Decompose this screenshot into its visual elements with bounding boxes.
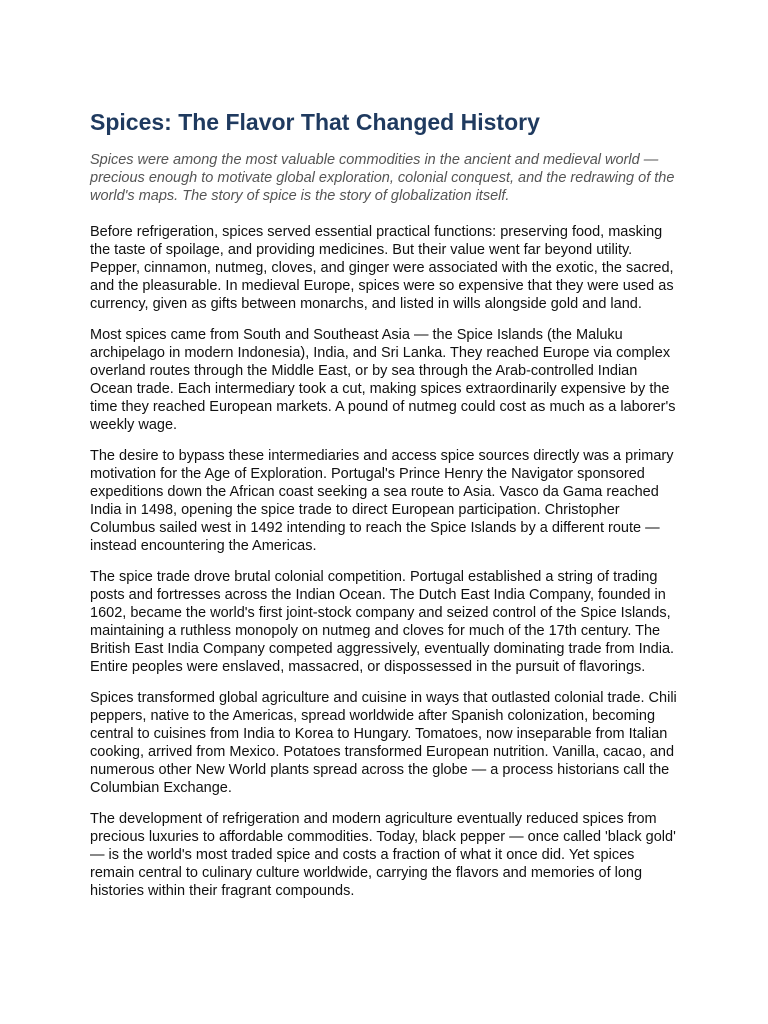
- document-page: [90, 106, 680, 913]
- paragraph-modern-era: The development of refrigeration and modern agriculture eventually reduced spices from precious luxuries to affordable commodities. Today, black pepper — once called 'black gold' — is the world's most traded spice and costs a fraction of what it once did. Yet spices remain central to culinary culture worldwide, carrying the flavors and memories of long histories within their fragrant compounds.: [90, 811, 676, 899]
- page-title: Spices: The Flavor That Changed History: [90, 109, 540, 135]
- paragraph-colonial-competition: The spice trade drove brutal colonial competition. Portugal established a string of trading posts and fortresses across the Indian Ocean. The Dutch East India Company, founded in 1602, became the world's first joint-stock company and seized control of the Spice Islands, maintaining a ruthless monopoly on nutmeg and cloves for much of the 17th century. The British East India Company competed aggressively, eventually dominating trade from India. Entire peoples were enslaved, massacred, or dispossessed in the pursuit of flavorings.: [90, 569, 675, 675]
- paragraph-exploration: The desire to bypass these intermediaries and access spice sources directly was a primary motivation for the Age of Exploration. Portugal's Prince Henry the Navigator sponsored expeditions down the African coast seeking a sea route to Asia. Vasco da Gama reached India in 1498, opening the spice trade to direct European participation. Christopher Columbus sailed west in 1492 intending to reach the Spice Islands by a different route — instead encountering the Americas.: [90, 448, 674, 554]
- article-subtitle: Spices were among the most valuable commodities in the ancient and medieval world — precious enough to motivate global exploration, colonial conquest, and the redrawing of the world's maps. The story of spice is the story of globalization itself.: [90, 152, 675, 204]
- paragraph-refrigeration: Before refrigeration, spices served essential practical functions: preserving food, masking the taste of spoilage, and providing medicines. But their value went far beyond utility. Pepper, cinnamon, nutmeg, cloves, and ginger were associated with the exotic, the sacred, and the pleasurable. In medieval Europe, spices were so expensive that they were used as currency, given as gifts between monarchs, and listed in wills alongside gold and land.: [90, 224, 674, 312]
- paragraph-origins: Most spices came from South and Southeast Asia — the Spice Islands (the Maluku archipelago in modern Indonesia), India, and Sri Lanka. They reached Europe via complex overland routes through the Middle East, or by sea through the Arab-controlled Indian Ocean trade. Each intermediary took a cut, making spices extraordinarily expensive by the time they reached European markets. A pound of nutmeg could cost as much as a laborer's weekly wage.: [90, 327, 676, 433]
- paragraph-agriculture-cuisine: Spices transformed global agriculture and cuisine in ways that outlasted colonial trade. Chili peppers, native to the Americas, spread worldwide after Spanish colonization, becoming central to cuisines from India to Korea to Hungary. Tomatoes, now inseparable from Italian cooking, arrived from Mexico. Potatoes transformed European nutrition. Vanilla, cacao, and numerous other New World plants spread across the globe — a process historians call the Columbian Exchange.: [90, 690, 677, 796]
